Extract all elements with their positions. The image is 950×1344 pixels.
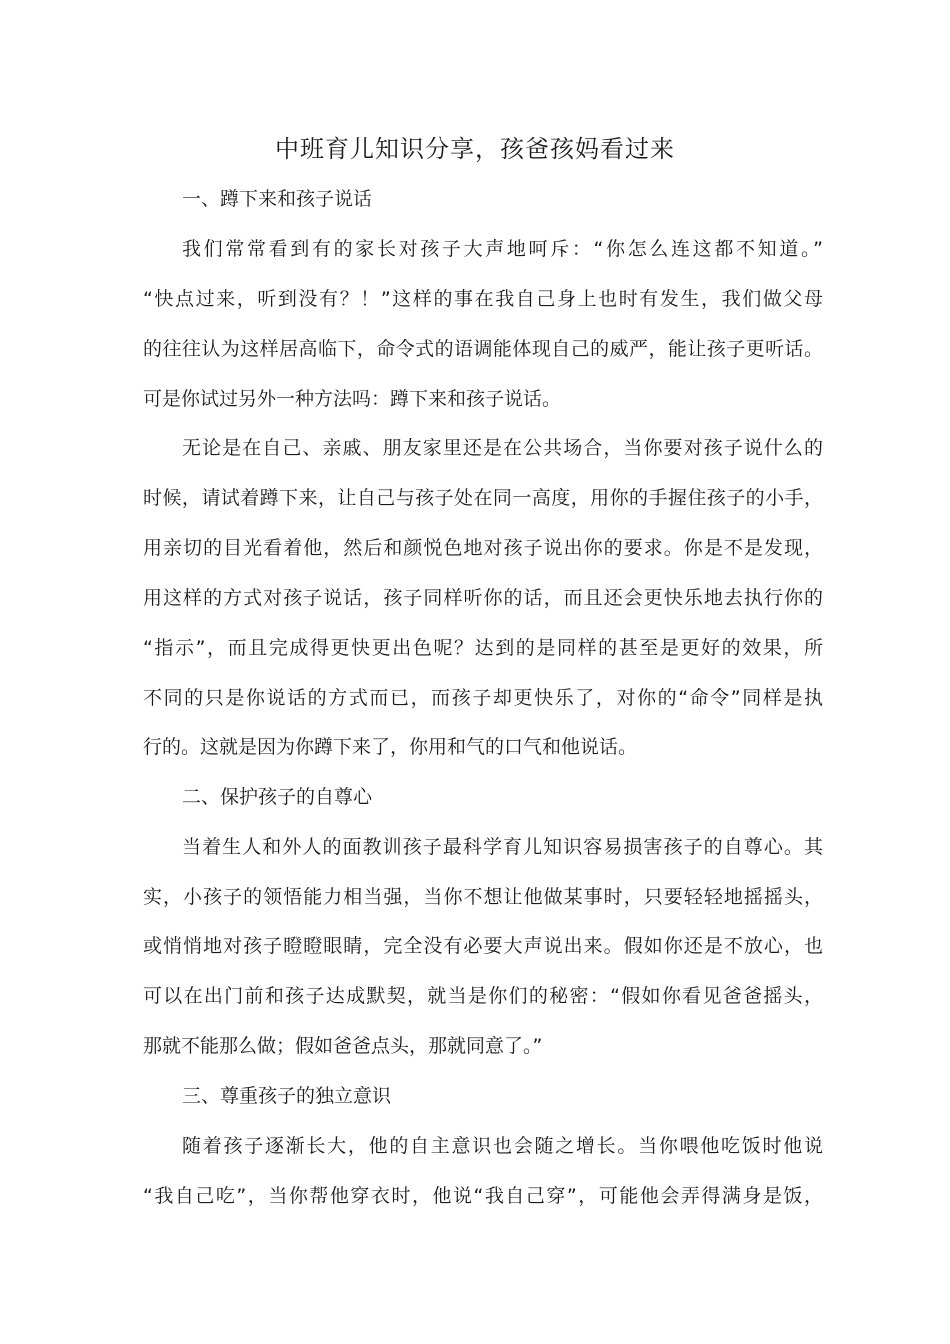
paragraph-line: “我自己吃”，当你帮他穿衣时，他说“我自己穿”，可能他会弄得满身是饭， [143,1185,823,1207]
section-heading: 三、尊重孩子的独立意识 [182,1085,392,1107]
paragraph-line: 用亲切的目光看着他，然后和颜悦色地对孩子说出你的要求。你是不是发现， [143,537,823,559]
paragraph-line: “指示”，而且完成得更快更出色呢？达到的是同样的甚至是更好的效果，所 [143,637,823,659]
paragraph-line: 无论是在自己、亲戚、朋友家里还是在公共场合，当你要对孩子说什么的 [182,437,823,459]
paragraph-line: 可以在出门前和孩子达成默契，就当是你们的秘密：“假如你看见爸爸摇头， [143,985,823,1007]
paragraph-line: 时候，请试着蹲下来，让自己与孩子处在同一高度，用你的手握住孩子的小手， [143,487,823,509]
paragraph-line: 用这样的方式对孩子说话，孩子同样听你的话，而且还会更快乐地去执行你的 [143,587,823,609]
paragraph-line: 那就不能那么做；假如爸爸点头，那就同意了。” [143,1035,543,1057]
paragraph-line: 当着生人和外人的面教训孩子最科学育儿知识容易损害孩子的自尊心。其 [182,836,823,858]
paragraph-line: 可是你试过另外一种方法吗：蹲下来和孩子说话。 [143,388,562,410]
paragraph-line: 随着孩子逐渐长大，他的自主意识也会随之增长。当你喂他吃饭时他说 [182,1135,823,1157]
paragraph-line: “快点过来，听到没有？！”这样的事在我自己身上也时有发生，我们做父母 [143,288,823,310]
document-title: 中班育儿知识分享，孩爸孩妈看过来 [275,135,675,163]
paragraph-line: 实，小孩子的领悟能力相当强，当你不想让他做某事时，只要轻轻地摇摇头， [143,886,823,908]
paragraph-line: 行的。这就是因为你蹲下来了，你用和气的口气和他说话。 [143,736,638,758]
section-heading: 二、保护孩子的自尊心 [182,786,373,808]
paragraph-line: 或悄悄地对孩子瞪瞪眼睛，完全没有必要大声说出来。假如你还是不放心，也 [143,935,823,957]
section-heading: 一、蹲下来和孩子说话 [182,188,373,210]
paragraph-line: 的往往认为这样居高临下，命令式的语调能体现自己的威严，能让孩子更听话。 [143,338,823,360]
paragraph-line: 不同的只是你说话的方式而已，而孩子却更快乐了，对你的“命令”同样是执 [143,687,823,709]
paragraph-line: 我们常常看到有的家长对孩子大声地呵斥：“你怎么连这都不知道。” [182,238,823,260]
